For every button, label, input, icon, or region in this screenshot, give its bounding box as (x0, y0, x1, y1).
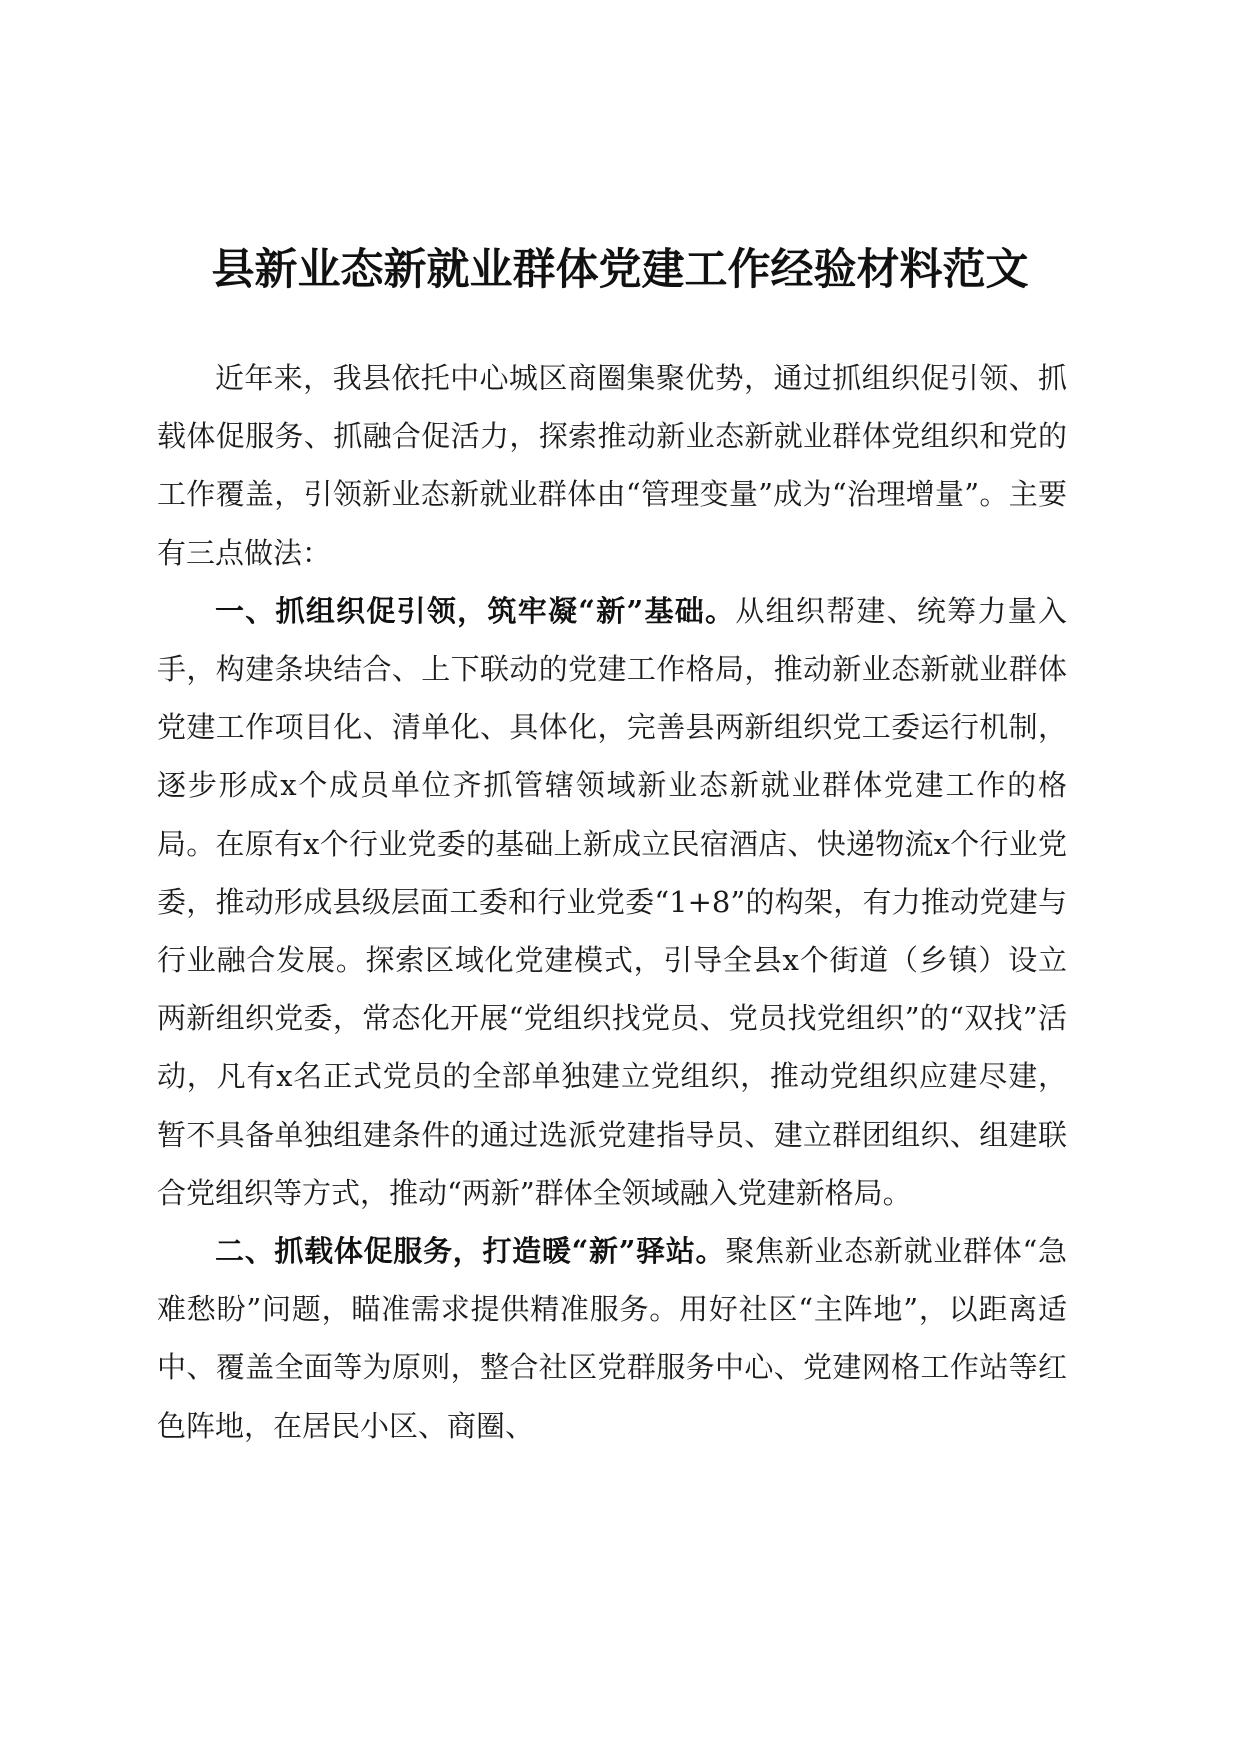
intro-paragraph (157, 349, 1067, 582)
section-one-paragraph (157, 582, 1067, 1222)
paragraph-text: 近年来，我县依托中心城区商圈集聚优势，通过抓组织促引领、抓载体促服务、抓融合促活力，探索推动新业态新就业群体党组织和党的工作覆盖，引领新业态新就业群体由“管理变量”成为“治理增量”。主要有三点做法： (157, 361, 1067, 570)
document-title: 县新业态新就业群体党建工作经验材料范文 (211, 245, 1029, 295)
paragraph-text: 聚焦新业态新就业群体“急难愁盼”问题，瞄准需求提供精准服务。用好社区“主阵地”，以距离适中、覆盖全面等为原则，整合社区党群服务中心、党建网格工作站等红色阵地，在居民小区、商圈、 (157, 1234, 1067, 1443)
document-body (157, 349, 1067, 1455)
paragraph-text: 从组织帮建、统筹力量入手，构建条块结合、上下联动的党建工作格局，推动新业态新就业群体党建工作项目化、清单化、具体化，完善县两新组织党工委运行机制，逐步形成x个成员单位齐抓管辖领域新业态新就业群体党建工作的格局。在原有x个行业党委的基础上新成立民宿酒店、快递物流x个行业党委，推动形成县级层面工委和行业党委“1+8”的构架，有力推动党建与行业融合发展。探索区域化党建模式，引导全县x个街道（乡镇）设立两新组织党委，常态化开展“党组织找党员、党员找党组织”的“双找”活动，凡有x名正式党员的全部单独建立党组织，推动党组织应建尽建，暂不具备单独组建条件的通过选派党建指导员、建立群团组织、组建联合党组织等方式，推动“两新”群体全领域融入党建新格局。 (157, 593, 1067, 1210)
section-two-paragraph (157, 1222, 1067, 1455)
section-heading: 一、抓组织促引领，筑牢凝“新”基础。 (215, 593, 736, 628)
section-heading: 二、抓载体促服务，打造暖“新”驿站。 (215, 1234, 726, 1269)
